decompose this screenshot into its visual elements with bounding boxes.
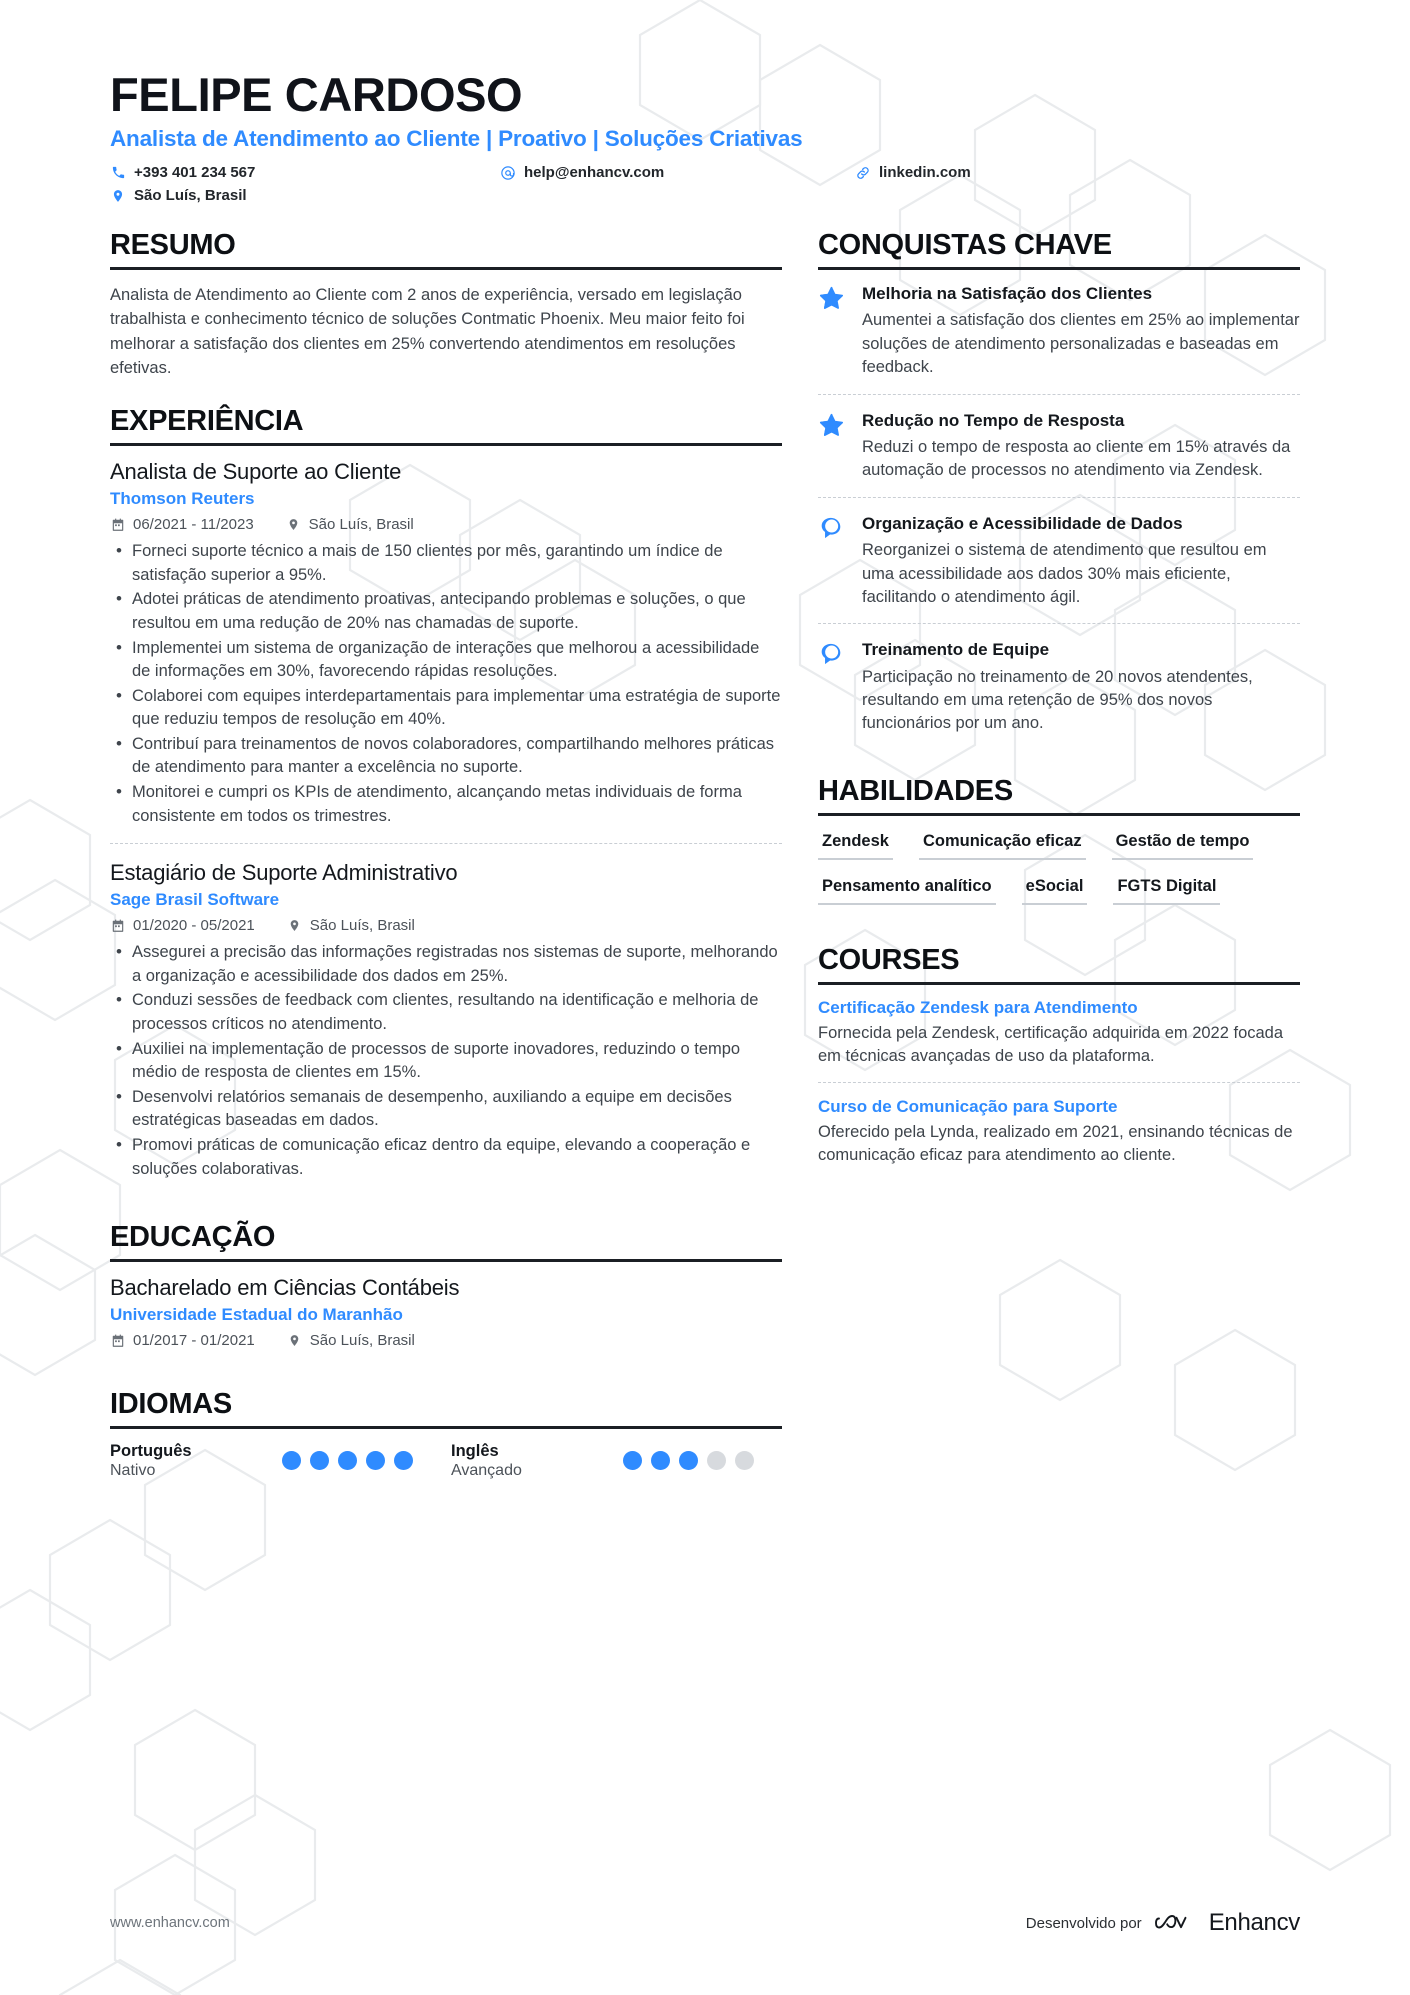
star-icon <box>818 283 848 380</box>
experience-entry <box>110 459 782 843</box>
section-title-education: EDUCAÇÃO <box>110 1222 782 1262</box>
section-title-achievements: CONQUISTAS CHAVE <box>818 230 1300 270</box>
education-entry <box>110 1275 782 1363</box>
list-item: • Implementei um sistema de organização de interações que melhorou a acessibilidade de informações em 30%, favorecendo rápidas resoluções. <box>110 637 782 684</box>
experience-entry <box>110 843 782 1196</box>
list-item: • Auxiliei na implementação de processos de suporte inovadores, reduzindo o tempo médio de resposta de clientes em 15%. <box>110 1038 782 1085</box>
contact-linkedin-text: linkedin.com <box>879 164 971 182</box>
rating-dot <box>651 1451 670 1470</box>
link-icon <box>855 165 871 181</box>
education-meta <box>110 1332 782 1349</box>
contact-email-text: help@enhancv.com <box>524 164 665 182</box>
calendar-icon <box>110 517 126 533</box>
star-icon <box>818 410 848 483</box>
job-dates: 01/2020 - 05/2021 <box>133 917 255 935</box>
right-column <box>818 230 1300 1506</box>
language-rating <box>282 1442 413 1470</box>
section-title-skills: HABILIDADES <box>818 776 1300 816</box>
school-name[interactable]: Universidade Estadual do Maranhão <box>110 1305 403 1325</box>
language-item <box>451 1442 782 1480</box>
rating-dot <box>394 1451 413 1470</box>
achievement-item <box>818 394 1300 497</box>
section-languages <box>110 1389 782 1480</box>
achievement-title: Organização e Acessibilidade de Dados <box>862 513 1183 533</box>
contact-email[interactable] <box>500 164 855 181</box>
section-title-courses: COURSES <box>818 945 1300 985</box>
skills-list <box>818 829 1300 919</box>
job-dates: 06/2021 - 11/2023 <box>133 516 254 534</box>
page-title: FELIPE CARDOSO <box>110 68 523 121</box>
achievement-description: Aumentei a satisfação dos clientes em 25% ao implementar soluções de atendimento personalizadas e baseadas em feedback. <box>862 311 1300 377</box>
achievement-item <box>818 623 1300 750</box>
list-item: • Promovi práticas de comunicação eficaz dentro da equipe, elevando a cooperação e soluções colaborativas. <box>110 1134 782 1181</box>
education-location-group <box>287 1332 415 1349</box>
education-location: São Luís, Brasil <box>309 1332 415 1350</box>
list-item: • Adotei práticas de atendimento proativas, antecipando problemas e soluções, o que resultou em uma redução de 20% nas chamadas de suporte. <box>110 588 782 635</box>
contact-phone-text: +393 401 234 567 <box>134 164 256 182</box>
location-icon <box>286 517 302 533</box>
rating-dot <box>310 1451 329 1470</box>
job-location-group <box>286 516 414 533</box>
phone-icon <box>110 165 126 181</box>
location-icon <box>287 1333 303 1349</box>
section-skills <box>818 776 1300 919</box>
job-dates-group <box>110 917 255 934</box>
job-meta <box>110 917 782 934</box>
speech-bubble-icon <box>818 639 848 736</box>
job-location-group <box>287 917 415 934</box>
skill-tag: Comunicação eficaz <box>919 829 1086 860</box>
degree-title: Bacharelado em Ciências Contábeis <box>110 1275 460 1301</box>
job-title: Estagiário de Suporte Administrativo <box>110 860 458 886</box>
language-level: Avançado <box>451 1461 522 1479</box>
calendar-icon <box>110 1333 126 1349</box>
achievement-title: Redução no Tempo de Resposta <box>862 410 1125 430</box>
section-title-languages: IDIOMAS <box>110 1389 782 1429</box>
contact-info <box>110 164 1300 204</box>
enhancv-logo[interactable] <box>1155 1909 1300 1937</box>
headline: Analista de Atendimento ao Cliente | Proativo | Soluções Criativas <box>110 126 803 152</box>
contact-linkedin[interactable] <box>855 164 1300 181</box>
list-item: • Colaborei com equipes interdepartamentais para implementar uma estratégia de suporte que reduziu tempos de resolução em 40%. <box>110 685 782 732</box>
section-summary <box>110 230 782 380</box>
footer-credit-label: Desenvolvido por <box>1025 1914 1142 1932</box>
list-item: • Contribuí para treinamentos de novos colaboradores, compartilhando melhores práticas de atendimento para manter a excelência no suporte. <box>110 733 782 780</box>
course-description: Oferecido pela Lynda, realizado em 2021, ensinando técnicas de comunicação eficaz para atendimento ao cliente. <box>818 1122 1293 1164</box>
job-location: São Luís, Brasil <box>308 516 414 534</box>
rating-dot <box>735 1451 754 1470</box>
email-icon <box>500 165 516 181</box>
achievement-description: Reduzi o tempo de resposta ao cliente em 15% através da automação de processos no atendimento via Zendesk. <box>862 438 1291 480</box>
location-icon <box>110 188 126 204</box>
skill-tag: eSocial <box>1022 874 1088 905</box>
section-title-summary: RESUMO <box>110 230 782 270</box>
language-name: Português <box>110 1441 192 1460</box>
language-rating <box>623 1442 754 1470</box>
job-location: São Luís, Brasil <box>309 917 415 935</box>
resume-header <box>110 70 1300 204</box>
achievement-description: Participação no treinamento de 20 novos atendentes, resultando em uma retenção de 95% dos novos funcionários por um ano. <box>862 667 1253 733</box>
skill-tag: Gestão de tempo <box>1112 829 1254 860</box>
enhancv-mark-icon <box>1155 1909 1199 1937</box>
achievement-description: Reorganizei o sistema de atendimento que resultou em uma acessibilidade aos dados 30% mais eficiente, facilitando o atendimento ágil. <box>862 541 1267 606</box>
list-item: • Monitorei e cumpri os KPIs de atendimento, alcançando metas individuais de forma consistente em todos os trimestres. <box>110 781 782 828</box>
job-company[interactable]: Sage Brasil Software <box>110 890 280 910</box>
achievement-item <box>818 283 1300 394</box>
job-bullets <box>110 540 782 828</box>
list-item: • Forneci suporte técnico a mais de 150 clientes por mês, garantindo um índice de satisfação superior a 95%. <box>110 540 782 587</box>
rating-dot <box>707 1451 726 1470</box>
rating-dot <box>679 1451 698 1470</box>
contact-location <box>110 187 500 204</box>
achievement-title: Treinamento de Equipe <box>862 640 1050 660</box>
rating-dot <box>623 1451 642 1470</box>
education-dates: 01/2017 - 01/2021 <box>133 1332 255 1350</box>
job-dates-group <box>110 516 254 533</box>
rating-dot <box>338 1451 357 1470</box>
calendar-icon <box>110 918 126 934</box>
page-footer <box>0 1909 1410 1937</box>
education-dates-group <box>110 1332 255 1349</box>
enhancv-wordmark: Enhancv <box>1208 1909 1300 1936</box>
course-description: Fornecida pela Zendesk, certificação adquirida em 2022 focada em técnicas avançadas de uso da plataforma. <box>818 1023 1284 1066</box>
section-courses <box>818 945 1300 1181</box>
list-item: • Desenvolvi relatórios semanais de desempenho, auxiliando a equipe em decisões estratégicas baseadas em dados. <box>110 1086 782 1133</box>
section-experience <box>110 406 782 1196</box>
course-item <box>818 998 1300 1082</box>
course-title[interactable]: Curso de Comunicação para Suporte <box>818 1096 1118 1116</box>
languages-list <box>110 1442 782 1480</box>
skill-tag: FGTS Digital <box>1113 874 1220 905</box>
contact-phone[interactable] <box>110 164 500 181</box>
left-column <box>110 230 782 1506</box>
job-title: Analista de Suporte ao Cliente <box>110 459 402 485</box>
skill-tag: Zendesk <box>818 829 893 860</box>
language-name: Inglês <box>451 1441 499 1460</box>
achievement-title: Melhoria na Satisfação dos Clientes <box>862 284 1153 304</box>
summary-text: Analista de Atendimento ao Cliente com 2 anos de experiência, versado em legislação trabalhista e conhecimento técnico de soluções Contmatic Phoenix. Meu maior feito foi melhorar a satisfação dos clientes em 25% convertendo atendimentos em resoluções efetivas. <box>110 286 745 377</box>
contact-location-text: São Luís, Brasil <box>134 187 247 205</box>
language-level: Nativo <box>110 1461 156 1479</box>
location-icon <box>287 918 303 934</box>
rating-dot <box>366 1451 385 1470</box>
list-item: • Conduzi sessões de feedback com clientes, resultando na identificação e melhoria de processos críticos no atendimento. <box>110 989 782 1036</box>
list-item: • Assegurei a precisão das informações registradas nos sistemas de suporte, melhorando a organização e acessibilidade dos dados em 25%. <box>110 941 782 988</box>
achievement-item <box>818 497 1300 624</box>
course-item <box>818 1082 1300 1181</box>
section-title-experience: EXPERIÊNCIA <box>110 406 782 446</box>
course-title[interactable]: Certificação Zendesk para Atendimento <box>818 997 1138 1017</box>
section-achievements <box>818 230 1300 750</box>
footer-url[interactable]: www.enhancv.com <box>110 1915 230 1931</box>
speech-bubble-icon <box>818 513 848 610</box>
section-education <box>110 1222 782 1363</box>
language-item <box>110 1442 441 1480</box>
rating-dot <box>282 1451 301 1470</box>
skill-tag: Pensamento analítico <box>818 874 996 905</box>
job-company[interactable]: Thomson Reuters <box>110 489 255 509</box>
job-bullets <box>110 941 782 1181</box>
job-meta <box>110 516 782 533</box>
